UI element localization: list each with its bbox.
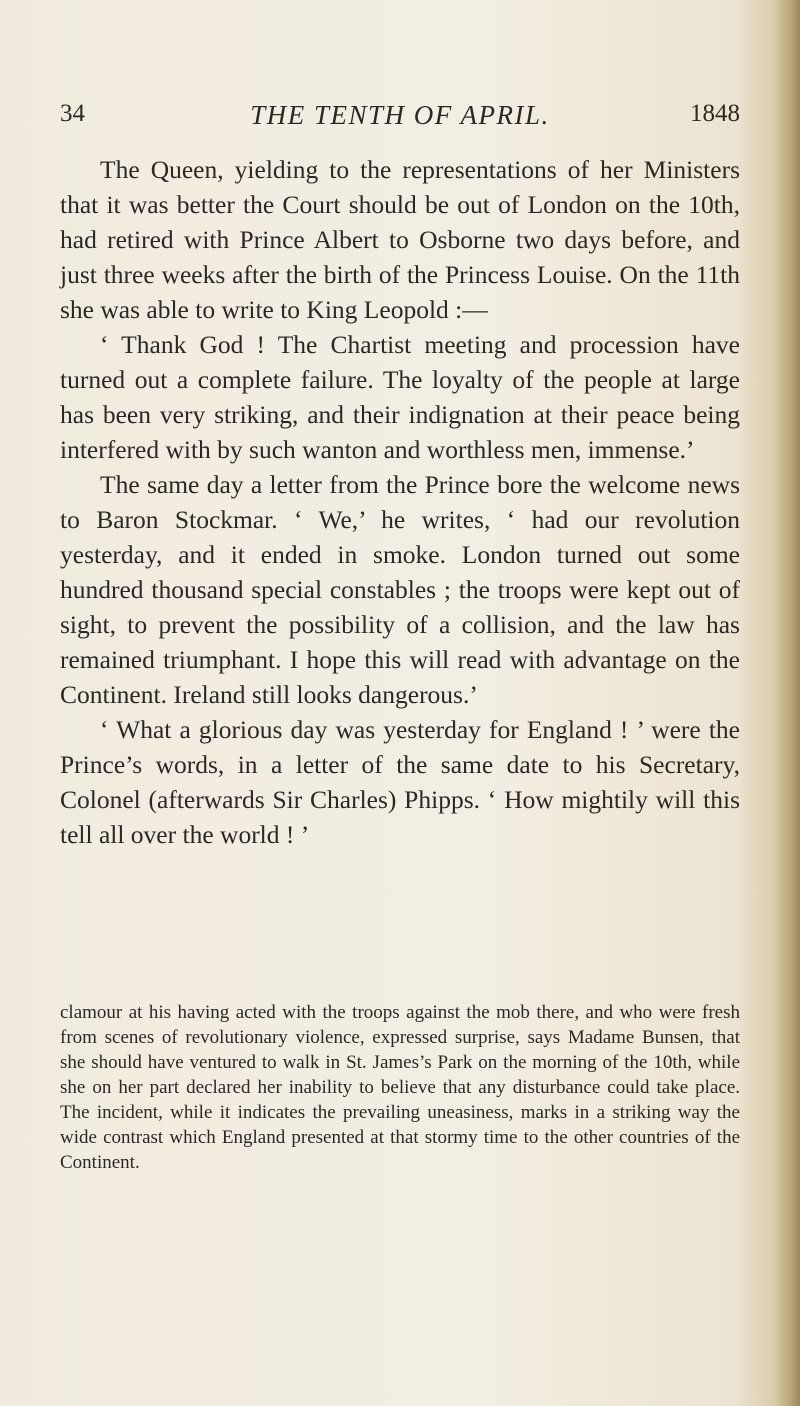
body-text bbox=[60, 152, 740, 852]
paragraph: ‘ Thank God ! The Chartist meeting and procession have turned out a complete failure. The loyalty of the people at large has been very striking, and their indignation at their peace being interfered with by such wanton and worthless men, immense.’ bbox=[60, 330, 740, 464]
paragraph: The same day a letter from the Prince bore the welcome news to Baron Stockmar. ‘ We,’ he writes, ‘ had our revolution yesterday, and it ended in smoke. London turned out some hundred thousand special constables ; the troops were kept out of sight, to prevent the possibility of a collision, and the law has remained triumphant. I hope this will read with advantage on the Continent. Ireland still looks dangerous.’ bbox=[60, 470, 740, 709]
page-header bbox=[60, 100, 740, 140]
footnote: clamour at his having acted with the troops against the mob there, and who were fresh from scenes of revolutionary violence, expressed surprise, says Madame Bunsen, that she should have ventured to walk in St. James’s Park on the morning of the 10th, while she on her part declared her inability to believe that any disturbance could take place. The incident, while it indicates the prevailing uneasiness, marks in a striking way the wide contrast which England presented at that stormy time to the other countries of the Continent. bbox=[60, 1002, 740, 1173]
header-year: 1848 bbox=[690, 100, 740, 127]
paragraph: The Queen, yielding to the representations of her Ministers that it was better the Court should be out of London on the 10th, had retired with Prince Albert to Osborne two days before, and just three weeks after the birth of the Princess Louise. On the 11th she was able to write to King Leopold :— bbox=[60, 155, 740, 324]
page-number: 34 bbox=[60, 100, 85, 127]
page-edge-shadow bbox=[774, 0, 800, 1406]
paragraph: ‘ What a glorious day was yesterday for England ! ’ were the Prince’s words, in a letter of the same date to his Secretary, Colonel (afterwards Sir Charles) Phipps. ‘ How mightily will this tell all over the world ! ’ bbox=[60, 715, 740, 849]
running-title: THE TENTH OF APRIL. bbox=[250, 100, 550, 130]
